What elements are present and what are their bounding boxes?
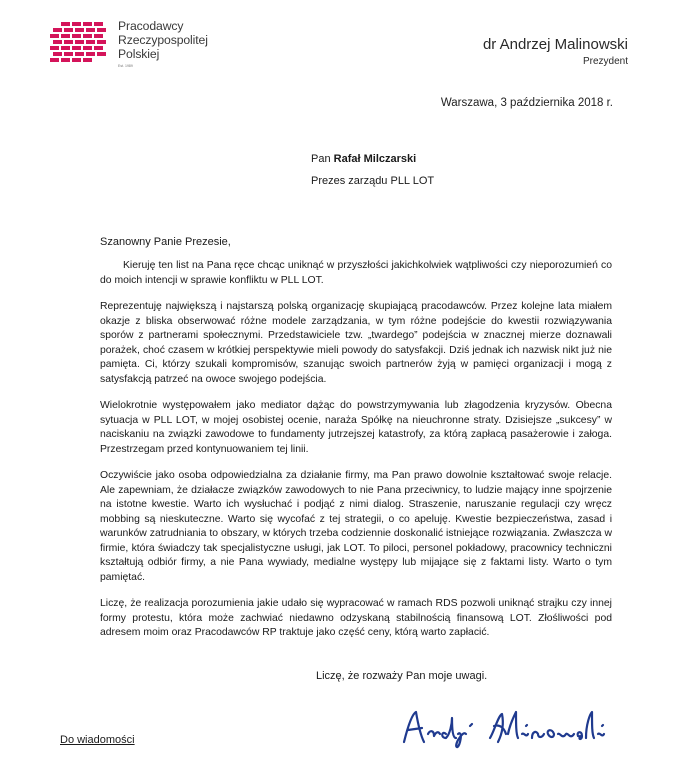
logo-cell <box>97 52 106 56</box>
logo-cell <box>50 34 59 38</box>
logo-cell <box>75 28 84 32</box>
sender-block <box>483 36 628 67</box>
org-name-line-1: Pracodawcy <box>118 19 184 33</box>
logo-cell <box>94 22 103 26</box>
org-name-line-3: Polskiej <box>118 47 160 61</box>
sender-role: Prezydent <box>582 56 628 67</box>
logo-cell <box>64 40 73 44</box>
logo-cell <box>94 34 103 38</box>
logo-cell <box>64 52 73 56</box>
logo-cell <box>86 52 95 56</box>
logo-cell <box>83 22 92 26</box>
cc-label: Do wiadomości <box>60 734 135 746</box>
logo-cell <box>83 34 92 38</box>
logo-cell <box>61 58 70 62</box>
body-paragraph-1: Kieruję ten list na Pana ręce chcąc uniknąć w przyszłości jakichkolwiek wątpliwości czy nieporozumień co do moich intencji w sprawie konfliktu w PLL LOT. <box>100 260 612 286</box>
sender-name: dr Andrzej Malinowski <box>482 36 628 53</box>
organization-logo-mark <box>50 22 106 69</box>
logo-grid-icon <box>50 22 106 64</box>
org-name-line-2: Rzeczypospolitej <box>118 33 208 47</box>
letter-date: Warszawa, 3 października 2018 r. <box>440 97 613 109</box>
body-paragraph-5: Liczę, że realizacja porozumienia jakie udało się wypracować w ramach RDS pozwoli uniknąć strajku czy innej formy protestu, która może zachwiać niedawno odzyskaną stabilnością finansową LOT. Złośliwości pod adresem moim oraz Pracodawców RP traktuje jako część ceny, którą warto zapłacić. <box>100 598 612 638</box>
salutation: Szanowny Panie Prezesie, <box>100 236 231 248</box>
body-paragraph-3: Wielokrotnie występowałem jako mediator dążąc do powstrzymywania lub złagodzenia kryzysów. Obecna sytuacja w PLL LOT, w mojej osobistej ocenie, naraża Spółkę na nieuchronne straty. Dzisiejsze „sukcesy” w naciskaniu na związki zawodowe to fundamenty jutrzejszej katastrofy, za którą zapłacą pasażerowie i załoga. Przestrzegam przed kontynuowaniem tej linii. <box>100 400 612 455</box>
logo-cell <box>97 40 106 44</box>
logo-cell <box>50 46 59 50</box>
logo-cell <box>61 34 70 38</box>
logo-cell <box>53 40 62 44</box>
letter-body <box>100 259 612 653</box>
logo-cell <box>72 34 81 38</box>
logo-cell <box>83 46 92 50</box>
recipient-line <box>311 148 434 170</box>
logo-cell <box>53 52 62 56</box>
logo-cells <box>50 22 106 62</box>
logo-cell <box>86 40 95 44</box>
logo-cell <box>53 28 62 32</box>
logo-cell <box>72 46 81 50</box>
logo-cell <box>75 40 84 44</box>
recipient-block <box>311 148 434 192</box>
signature-icon <box>398 704 648 754</box>
logo-cell <box>72 58 81 62</box>
body-paragraph-2: Reprezentuję największą i najstarszą polską organizację skupiającą pracodawców. Przez kolejne lata miałem okazje z bliska obserwować różne modele zarządzania, w tym różne podejście do kwestii rozwiązywania sporów z partnerami społecznymi. Przedstawiciele tzw. „twardego” podejścia w znacznej mierze doznawali porażek, choć czasem w krótkiej perspektywie mieli powody do satysfakcji. Dziś jednak ich nazwisk nikt już nie pamięta. Ci, którzy szukali kompromisów, szanując swoich partnerów żyją w pamięci organizacji i mogą z satysfakcją patrzeć na owoce swojego podejścia. <box>100 301 612 385</box>
logo-cell <box>50 58 59 62</box>
org-tagline: Est. 1989 <box>118 64 133 68</box>
logo-cell <box>61 22 70 26</box>
logo-cell <box>86 28 95 32</box>
recipient-title: Prezes zarządu PLL LOT <box>311 175 435 187</box>
recipient-prefix: Pan <box>311 153 331 165</box>
recipient-name: Rafał Milczarski <box>333 153 417 165</box>
logo-cell <box>97 28 106 32</box>
logo-cell <box>72 22 81 26</box>
logo-cell <box>94 46 103 50</box>
body-paragraph-4: Oczywiście jako osoba odpowiedzialna za działanie firmy, ma Pan prawo dowolnie kształtować swoje relacje. Ale zapewniam, że działacze związków zawodowych to nie Pana przeciwnicy, to ludzie mający inne spojrzenie na istotne kwestie. Warto ich wysłuchać i podjąć z nimi dialog. Straszenie, naruszanie regulacji czy wręcz mobbing są nieskuteczne. Warto się wycofać z tej strategii, o co apeluję. Kwestie bezpieczeństwa, zasad i warunków zatrudniania to obszary, w których trzeba codziennie doskonalić istniejące rozwiązania. Zwłaszcza w firmie, która świadczy tak specjalistyczne usługi, jak LOT. To piloci, personel pokładowy, pracownicy techniczni kształtują odbiór firmy, a nie Pana wywiady, medialne występy lub mijające się z faktami listy. Warto o tym pamiętać. <box>100 470 612 583</box>
logo-cell <box>61 46 70 50</box>
logo-cell <box>83 58 92 62</box>
logo-cell <box>64 28 73 32</box>
closing-line: Liczę, że rozważy Pan moje uwagi. <box>316 670 488 682</box>
handwritten-signature <box>398 704 648 759</box>
organization-name <box>118 19 208 68</box>
logo-cell <box>75 52 84 56</box>
